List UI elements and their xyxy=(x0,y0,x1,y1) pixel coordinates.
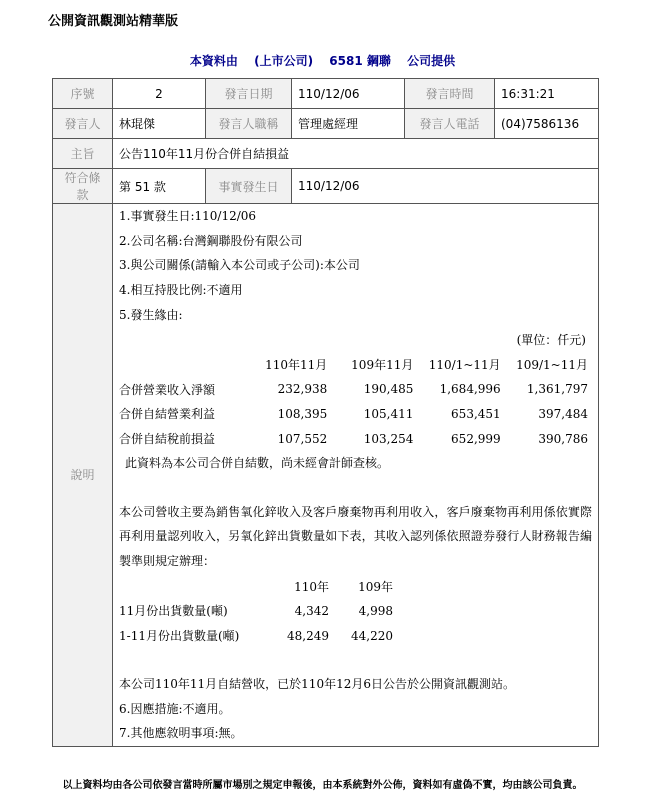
shipment-row xyxy=(119,598,397,623)
time-label: 發言時間 xyxy=(405,79,495,109)
fin-cell: 390,786 xyxy=(538,431,588,446)
fin-row-label: 合併營業收入淨額 xyxy=(119,382,216,397)
announcement-note: 本公司110年11月自結營收，已於110年12月6日公告於公開資訊觀測站。 xyxy=(119,676,515,691)
fin-cell: 652,999 xyxy=(451,431,501,446)
speaker-label: 發言人 xyxy=(53,109,113,139)
row-description xyxy=(53,204,599,747)
row-clause xyxy=(53,169,599,204)
shipment-row xyxy=(119,623,397,648)
ship-row-label: 1-11月份出貨數量(噸) xyxy=(119,629,240,643)
date-value: 110/12/06 xyxy=(292,79,405,109)
time-value: 16:31:21 xyxy=(495,79,599,109)
fin-header: 110年11月 xyxy=(265,358,328,373)
phone-label: 發言人電話 xyxy=(405,109,495,139)
financial-row xyxy=(119,377,592,402)
provider-market: (上市公司) xyxy=(254,54,314,68)
phone-value: (04)7586136 xyxy=(495,109,599,139)
row-seq xyxy=(53,79,599,109)
fin-cell: 107,552 xyxy=(277,431,328,446)
disclaimer-footer: 以上資料均由各公司依發言當時所屬市場別之規定申報後，由本系統對外公佈，資料如有虛偽不實，均由該公司負責。 xyxy=(62,780,583,791)
fin-cell: 653,451 xyxy=(451,406,501,421)
unaudited-note: 此資料為本公司合併自結數，尚未經會計師查核。 xyxy=(125,455,390,470)
financial-row xyxy=(119,402,592,427)
fin-cell: 1,361,797 xyxy=(526,382,588,397)
fin-cell: 190,485 xyxy=(363,382,414,397)
provider-suffix: 公司提供 xyxy=(407,54,456,68)
fin-cell: 108,395 xyxy=(277,406,328,421)
subject-label: 主旨 xyxy=(53,139,113,169)
ship-row-label: 11月份出貨數量(噸) xyxy=(119,604,228,619)
desc-item-6: 6.因應措施:不適用。 xyxy=(119,701,231,716)
ship-cell: 4,342 xyxy=(294,603,329,618)
financial-table xyxy=(119,352,592,451)
provider-company: 6581 鋼聯 xyxy=(329,54,391,68)
fin-cell: 1,684,996 xyxy=(439,382,501,397)
desc-item-5: 5.發生緣由: xyxy=(119,307,183,322)
shipment-header-row xyxy=(119,574,397,599)
desc-item-2: 2.公司名稱:台灣鋼聯股份有限公司 xyxy=(119,233,303,248)
event-date-value: 110/12/06 xyxy=(292,169,599,204)
ship-cell: 44,220 xyxy=(351,628,393,643)
speaker-value: 林琨傑 xyxy=(113,109,206,139)
financial-header-row xyxy=(119,352,592,377)
ship-cell: 48,249 xyxy=(287,628,329,643)
provider-prefix: 本資料由 xyxy=(189,54,238,68)
fin-cell: 232,938 xyxy=(277,382,328,397)
clause-value: 第 51 款 xyxy=(113,169,206,204)
fin-row-label: 合併自結稅前損益 xyxy=(119,432,216,447)
ship-cell: 4,998 xyxy=(358,603,393,618)
description-label: 說明 xyxy=(53,204,113,747)
seq-value: 2 xyxy=(113,79,206,109)
fin-cell: 103,254 xyxy=(363,431,414,446)
subject-value: 公告110年11月份合併自結損益 xyxy=(113,139,599,169)
announcement-table xyxy=(52,78,599,747)
revenue-paragraph: 本公司營收主要為銷售氧化鋅收入及客戶廢棄物再利用收入，客戶廢棄物再利用係依實際再利用量認列收入，另氧化鋅出貨數量如下表，其收入認列係依照證券發行人財務報告編製準則規定辦理： xyxy=(119,504,592,569)
speaker-title-label: 發言人職稱 xyxy=(206,109,292,139)
fin-header: 109/1~11月 xyxy=(516,358,588,373)
desc-item-4: 4.相互持股比例:不適用 xyxy=(119,283,243,298)
financial-row xyxy=(119,426,592,451)
fin-header: 110/1~11月 xyxy=(428,358,501,373)
event-date-label: 事實發生日 xyxy=(206,169,292,204)
fin-cell: 397,484 xyxy=(538,406,588,421)
fin-row-label: 合併自結營業利益 xyxy=(119,407,216,422)
seq-label: 序號 xyxy=(53,79,113,109)
desc-item-1: 1.事實發生日:110/12/06 xyxy=(119,209,257,223)
fin-cell: 105,411 xyxy=(363,406,414,421)
date-label: 發言日期 xyxy=(206,79,292,109)
provider-line xyxy=(0,52,645,69)
ship-header: 110年 xyxy=(294,579,329,594)
shipment-table xyxy=(119,574,397,648)
row-subject xyxy=(53,139,599,169)
clause-label: 符合條款 xyxy=(53,169,113,204)
row-speaker xyxy=(53,109,599,139)
unit-note: (單位：仟元) xyxy=(516,332,586,347)
fin-header: 109年11月 xyxy=(351,358,414,373)
ship-header: 109年 xyxy=(358,579,393,594)
desc-item-3: 3.與公司關係(請輸入本公司或子公司):本公司 xyxy=(119,258,360,273)
speaker-title-value: 管理處經理 xyxy=(292,109,405,139)
description-body xyxy=(113,204,599,747)
desc-item-7: 7.其他應敘明事項:無。 xyxy=(119,726,243,741)
site-title: 公開資訊觀測站精華版 xyxy=(48,14,179,29)
